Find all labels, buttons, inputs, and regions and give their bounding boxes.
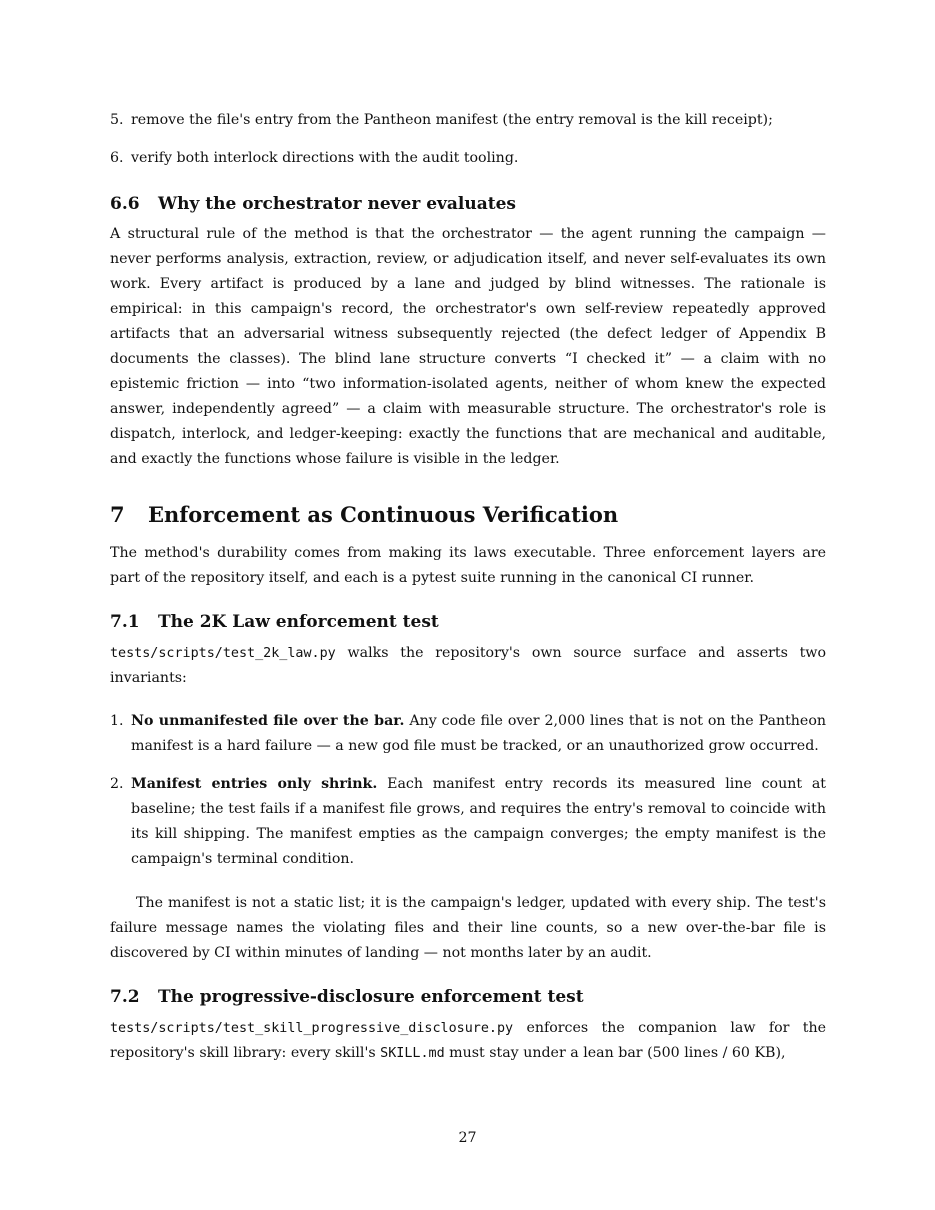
code-filename: SKILL.md (380, 1046, 445, 1061)
page-number: 27 (458, 1130, 477, 1146)
paragraph: tests/scripts/test_skill_progressive_disclosure.py enforces the companion law for the repository's skill library: every skill's SKILL.md must stay under a lean bar (500 lines / 60 KB), (110, 1020, 826, 1061)
list-item: 6. verify both interlock directions with the audit tooling. (110, 150, 519, 166)
section-heading-6-6: 6.6 Why the orchestrator never evaluates (110, 194, 517, 214)
paragraph: A structural rule of the method is that the orchestrator — the agent running the campaign — never performs analysis, extraction, review, or adjudication itself, and never self-evaluates its own work. Every artifact is produced by a lane and judged by blind witnesses. The rationale is empirical: in this campaign's record, the orchestrator's own self-review repeatedly approved artifacts that an adversarial witness subsequently rejected (the defect ledger of Appendix B documents the classes). The blind lane structure converts “I checked it” — a claim with no epistemic friction — into “two information-isolated agents, neither of whom knew the expected answer, independently agreed” — a claim with measurable structure. The orchestrator's role is dispatch, interlock, and ledger-keeping: exactly the functions that are mechanical and auditable, and exactly the functions whose failure is visible in the ledger. (110, 226, 826, 467)
section-heading-7-2: 7.2 The progressive-disclosure enforcement test (110, 987, 584, 1007)
steps-list (110, 108, 826, 171)
section-heading-7-1: 7.1 The 2K Law enforcement test (110, 612, 439, 632)
paragraph: tests/scripts/test_2k_law.py walks the repository's own source surface and asserts two invariants: (110, 645, 826, 686)
list-item: 5. remove the file's entry from the Pantheon manifest (the entry removal is the kill receipt); (110, 112, 773, 128)
page-body (110, 108, 826, 1066)
paragraph: The manifest is not a static list; it is the campaign's ledger, updated with every ship. The test's failure message names the violating files and their line counts, so a new over-the-bar file is discovered by CI within minutes of landing — not months later by an audit. (110, 895, 826, 961)
code-path: tests/scripts/test_skill_progressive_disclosure.py (110, 1021, 514, 1036)
list-item: 1. No unmanifested file over the bar. Any code file over 2,000 lines that is not on the Pantheon manifest is a hard failure — a new god file must be tracked, or an unauthorized grow occurred. (110, 713, 826, 754)
code-path: tests/scripts/test_2k_law.py (110, 646, 336, 661)
section-heading-7: 7 Enforcement as Continuous Verification (110, 502, 619, 527)
invariants-list (110, 709, 826, 872)
paragraph: The method's durability comes from making its laws executable. Three enforcement layers are part of the repository itself, and each is a pytest suite running in the canonical CI runner. (110, 545, 826, 586)
list-item: 2. Manifest entries only shrink. Each manifest entry records its measured line count at baseline; the test fails if a manifest file grows, and requires the entry's removal to coincide with its kill shipping. The manifest empties as the campaign converges; the empty manifest is the campaign's terminal condition. (110, 776, 826, 867)
